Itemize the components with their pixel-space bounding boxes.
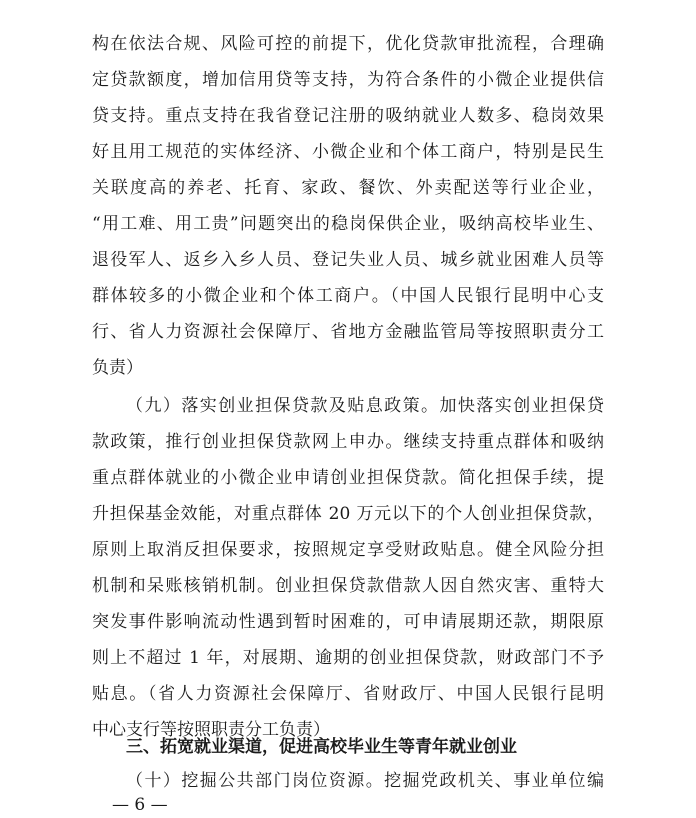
paragraph-line: （九）落实创业担保贷款及贴息政策。加快落实创业担保贷: [126, 396, 604, 416]
paragraph-line: 关联度高的养老、托育、家政、餐饮、外卖配送等行业企业，: [92, 178, 604, 198]
paragraph-line: 中心支行等按照职责分工负责）: [92, 720, 330, 740]
paragraph-line: 款政策，推行创业担保贷款网上申办。继续支持重点群体和吸纳: [92, 432, 604, 452]
paragraph-line: “用工难、用工贵”问题突出的稳岗保供企业，吸纳高校毕业生、: [92, 214, 604, 234]
paragraph-line: 升担保基金效能，对重点群体 20 万元以下的个人创业担保贷款，: [92, 504, 604, 524]
paragraph-line: 则上不超过 1 年，对展期、逾期的创业担保贷款，财政部门不予: [92, 648, 604, 668]
paragraph-line: 突发事件影响流动性遇到暂时困难的，可申请展期还款，期限原: [92, 612, 604, 632]
paragraph-line: 群体较多的小微企业和个体工商户。（中国人民银行昆明中心支: [92, 286, 604, 306]
paragraph-line: 机制和呆账核销机制。创业担保贷款借款人因自然灾害、重特大: [92, 576, 604, 596]
paragraph-line: 退役军人、返乡入乡人员、登记失业人员、城乡就业困难人员等: [92, 250, 604, 270]
paragraph-line: 构在依法合规、风险可控的前提下，优化贷款审批流程，合理确: [92, 34, 604, 54]
paragraph-line: （十）挖掘公共部门岗位资源。挖掘党政机关、事业单位编: [126, 771, 604, 791]
paragraph-line: 重点群体就业的小微企业申请创业担保贷款。简化担保手续，提: [92, 468, 604, 488]
paragraph-line: 贷支持。重点支持在我省登记注册的吸纳就业人数多、稳岗效果: [92, 106, 604, 126]
paragraph-line: 好且用工规范的实体经济、小微企业和个体工商户，特别是民生: [92, 142, 604, 162]
paragraph-line: 贴息。（省人力资源社会保障厅、省财政厅、中国人民银行昆明: [92, 684, 604, 704]
paragraph-line: 原则上取消反担保要求，按照规定享受财政贴息。健全风险分担: [92, 540, 604, 560]
section-heading: 三、拓宽就业渠道，促进高校毕业生等青年就业创业: [126, 737, 517, 757]
paragraph-line: 定贷款额度，增加信用贷等支持，为符合条件的小微企业提供信: [92, 70, 604, 90]
paragraph-line: 行、省人力资源社会保障厅、省地方金融监管局等按照职责分工: [92, 322, 604, 342]
page-number: — 6 —: [112, 795, 168, 815]
paragraph-line: 负责）: [92, 358, 143, 378]
